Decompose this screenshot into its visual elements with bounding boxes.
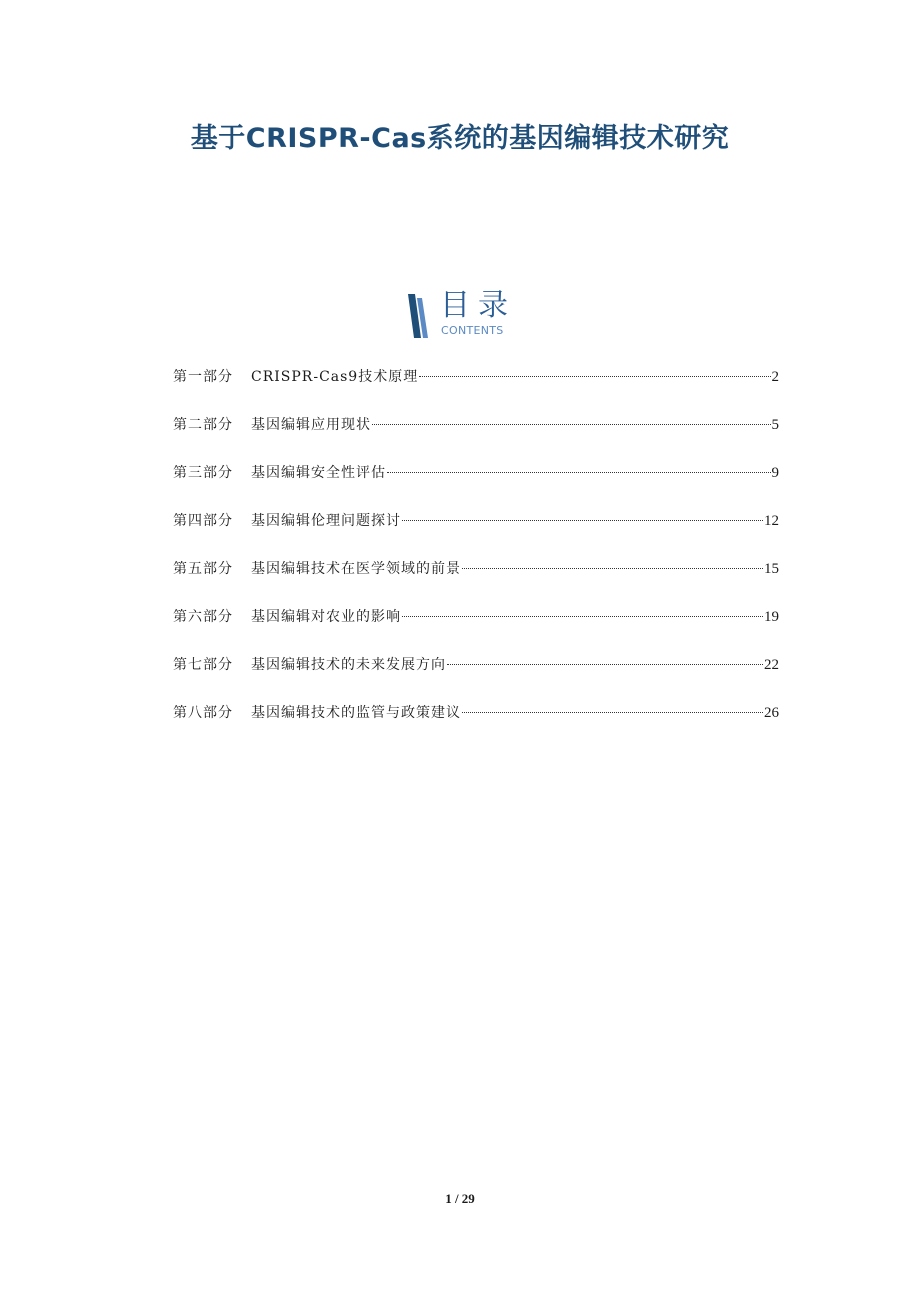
- toc-entry-page: 19: [764, 609, 779, 625]
- toc-entry[interactable]: [173, 558, 779, 606]
- toc-dot-leader: [402, 520, 763, 521]
- toc-dot-leader: [419, 376, 770, 377]
- toc-list: [173, 366, 779, 750]
- toc-entry-page: 15: [764, 561, 779, 577]
- toc-entry[interactable]: [173, 654, 779, 702]
- toc-entry-part: 第七部分: [173, 657, 233, 673]
- toc-entry-title: 基因编辑对农业的影响: [251, 609, 401, 625]
- toc-entry[interactable]: [173, 462, 779, 510]
- toc-entry[interactable]: [173, 366, 779, 414]
- toc-entry-part: 第六部分: [173, 609, 233, 625]
- toc-heading: 目录: [440, 288, 516, 323]
- toc-dot-leader: [462, 712, 763, 713]
- toc-entry-page: 5: [771, 417, 779, 433]
- toc-entry-title: CRISPR-Cas9技术原理: [251, 369, 419, 385]
- toc-dot-leader: [402, 616, 763, 617]
- toc-entry-title: 基因编辑安全性评估: [251, 465, 386, 481]
- toc-header: [406, 288, 536, 342]
- toc-entry-page: 26: [764, 705, 779, 721]
- toc-entry-page: 9: [771, 465, 779, 481]
- toc-entry[interactable]: [173, 606, 779, 654]
- toc-entry-part: 第二部分: [173, 417, 233, 433]
- toc-subheading: CONTENTS: [441, 324, 504, 337]
- toc-entry-title: 基因编辑技术的监管与政策建议: [251, 705, 461, 721]
- toc-entry-part: 第三部分: [173, 465, 233, 481]
- toc-dot-leader: [387, 472, 771, 473]
- toc-entry-title: 基因编辑技术在医学领域的前景: [251, 561, 461, 577]
- toc-entry-part: 第八部分: [173, 705, 233, 721]
- toc-entry[interactable]: [173, 510, 779, 558]
- toc-entry-part: 第五部分: [173, 561, 233, 577]
- toc-entry-part: 第四部分: [173, 513, 233, 529]
- document-title: 基于CRISPR-Cas系统的基因编辑技术研究: [190, 123, 730, 154]
- toc-dot-leader: [372, 424, 771, 425]
- toc-entry-page: 12: [764, 513, 779, 529]
- toc-dot-leader: [462, 568, 763, 569]
- toc-entry-title: 基因编辑应用现状: [251, 417, 371, 433]
- toc-entry-page: 22: [764, 657, 779, 673]
- toc-entry[interactable]: [173, 702, 779, 750]
- toc-entry-page: 2: [771, 369, 779, 385]
- toc-dot-leader: [447, 664, 763, 665]
- toc-entry-part: 第一部分: [173, 369, 233, 385]
- book-spine-icon: [406, 294, 430, 338]
- page-number: 1 / 29: [445, 1191, 475, 1206]
- toc-entry[interactable]: [173, 414, 779, 462]
- toc-entry-title: 基因编辑伦理问题探讨: [251, 513, 401, 529]
- toc-entry-title: 基因编辑技术的未来发展方向: [251, 657, 446, 673]
